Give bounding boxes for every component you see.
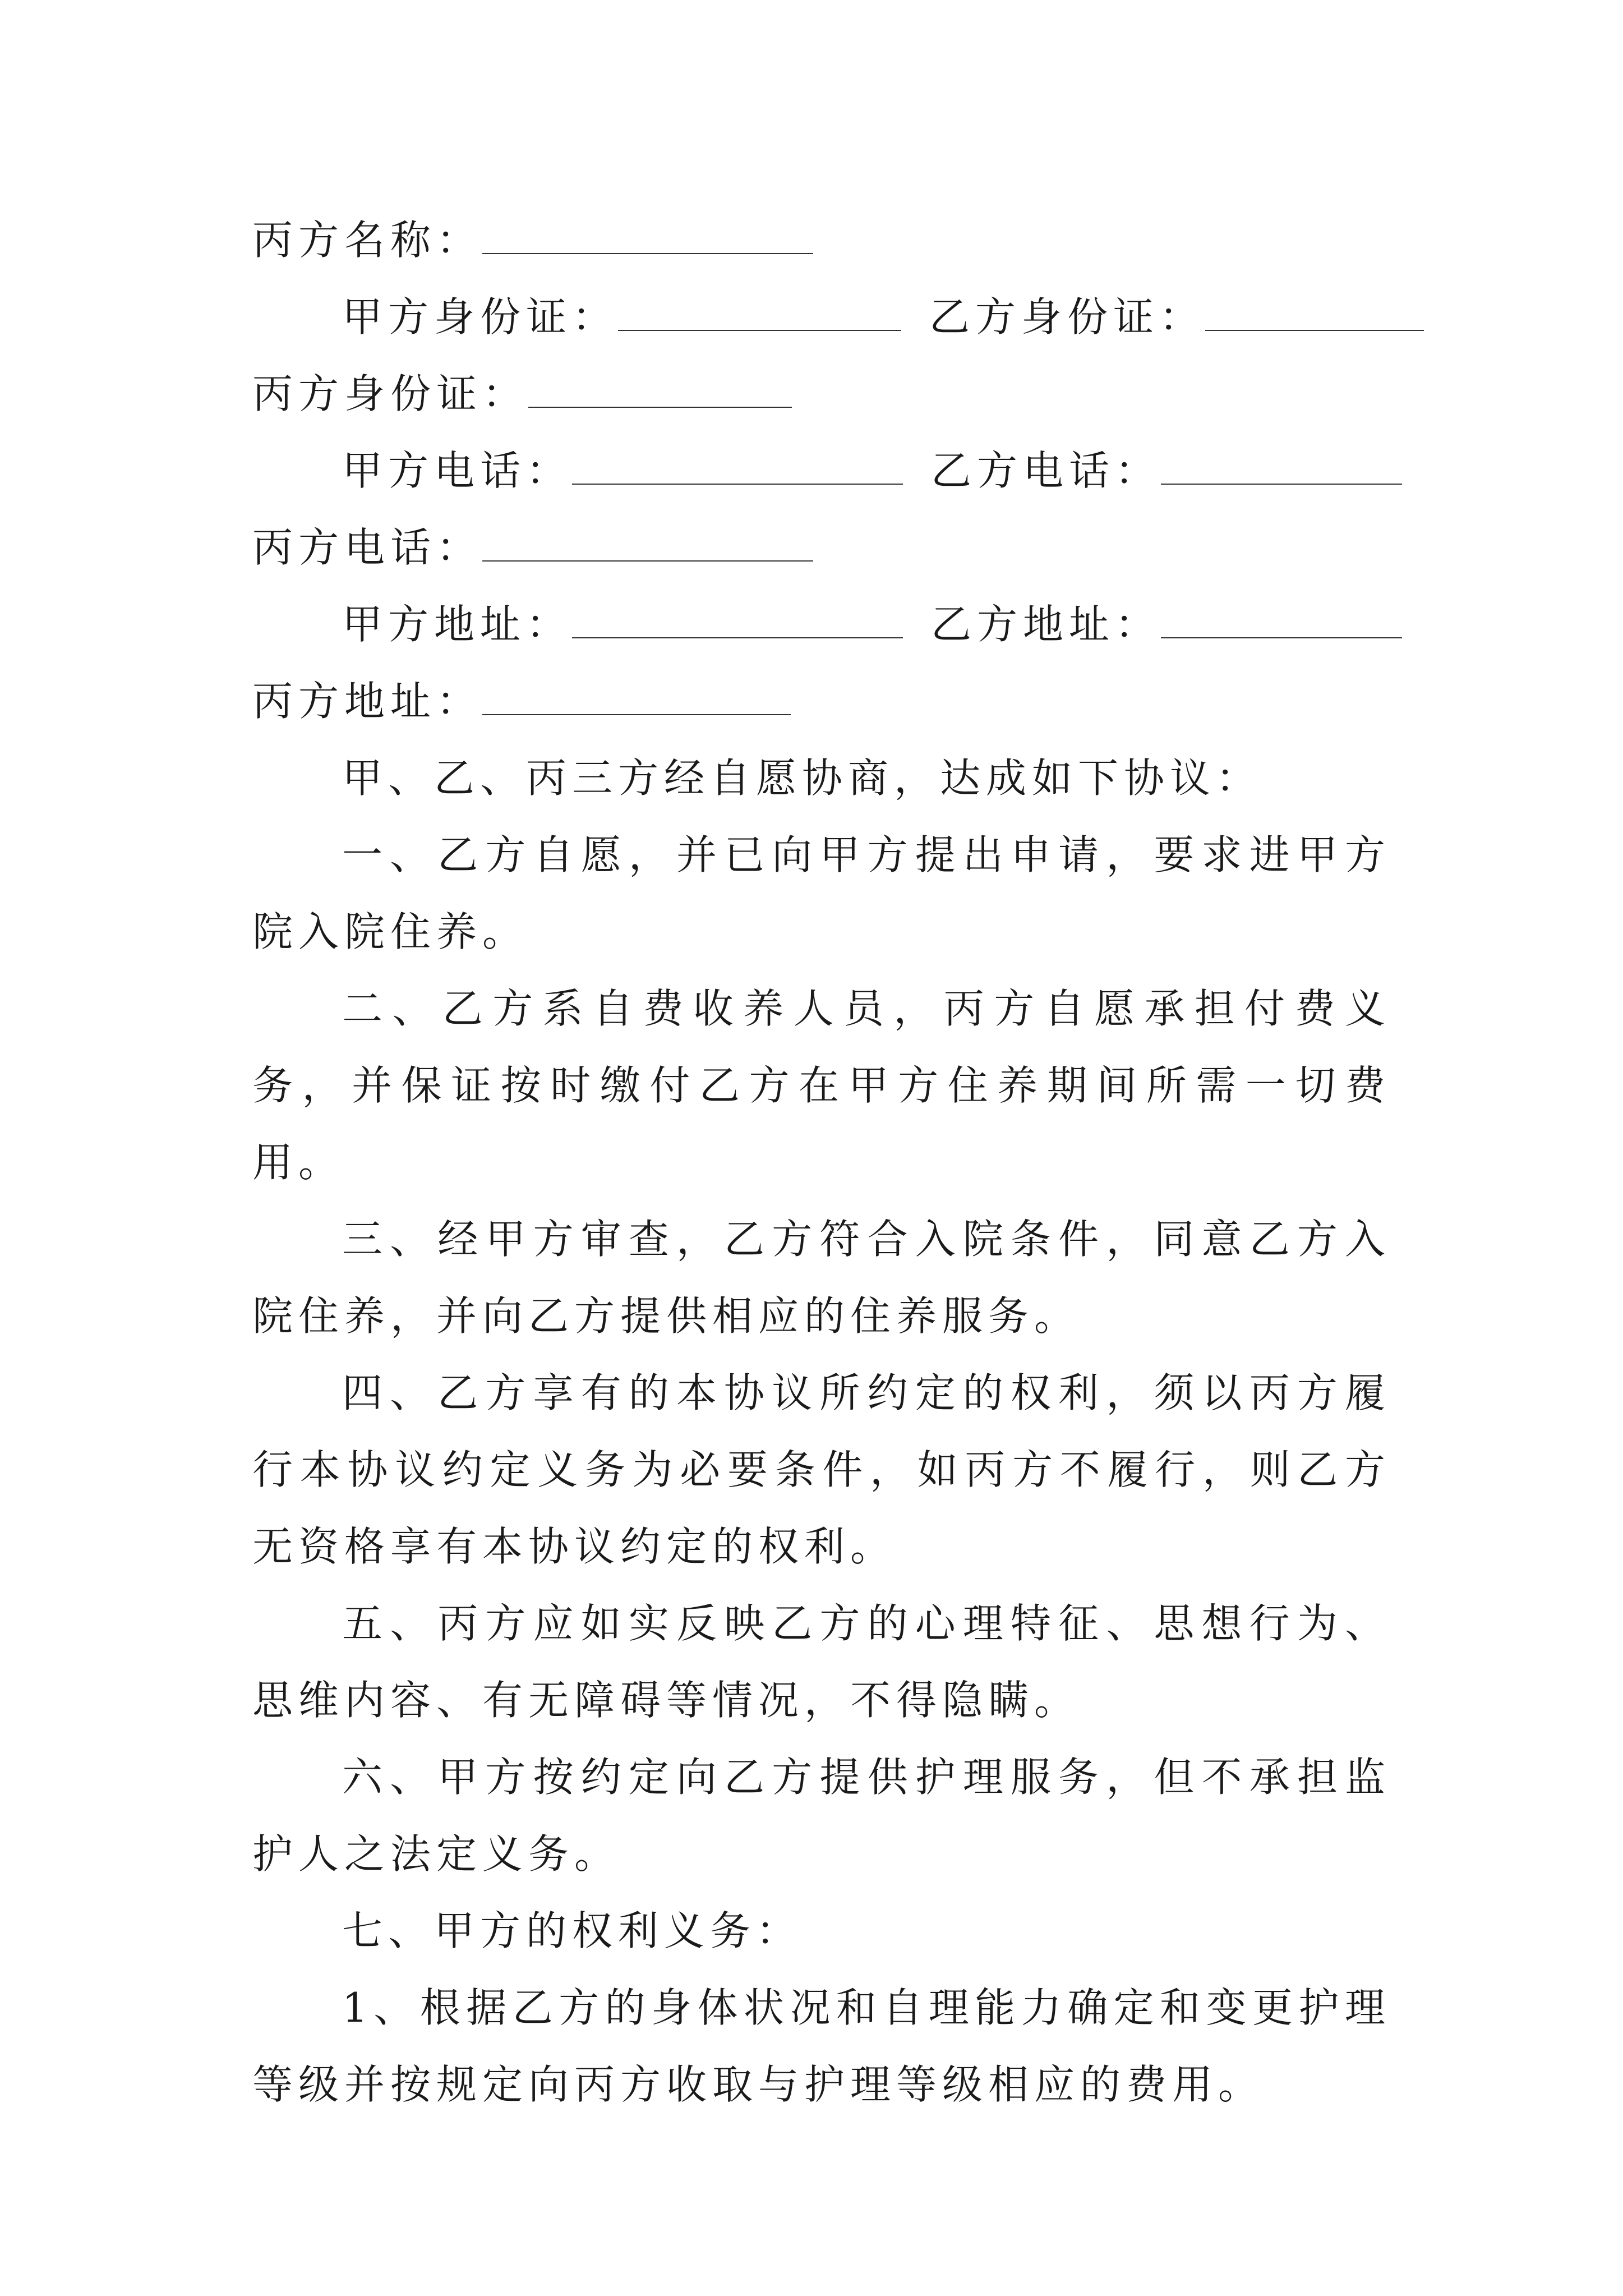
bing-name-label: 丙方名称： <box>252 217 483 264</box>
bing-name-row <box>252 202 1391 279</box>
clause-7: 七、甲方的权利义务： <box>342 1907 803 1954</box>
yi-tel-blank[interactable] <box>1161 451 1402 485</box>
bing-tel-row <box>252 509 1391 586</box>
intro-paragraph: 甲、乙、丙三方经自愿协商，达成如下协议： <box>342 754 1262 802</box>
jia-addr-blank[interactable] <box>572 605 903 638</box>
bing-addr-label: 丙方地址： <box>252 678 483 725</box>
bing-id-row <box>252 356 1391 432</box>
clause-5: 五、丙方应如实反映乙方的心理特征、思想行为、思维内容、有无障碍等情况，不得隐瞒。 <box>252 1600 1391 1724</box>
id-row <box>252 279 1391 356</box>
yi-id-blank[interactable] <box>1205 297 1424 331</box>
yi-addr-label: 乙方地址： <box>931 601 1161 648</box>
jia-tel-label: 甲方电话： <box>342 447 573 494</box>
clause-1: 一、乙方自愿，并已向甲方提出申请，要求进甲方院入院住养。 <box>252 831 1391 955</box>
bing-name-blank[interactable] <box>482 220 813 254</box>
bing-tel-label: 丙方电话： <box>252 524 483 571</box>
jia-tel-blank[interactable] <box>572 451 903 485</box>
jia-addr-label: 甲方地址： <box>342 601 573 648</box>
addr-row <box>252 586 1391 663</box>
clause-6: 六、甲方按约定向乙方提供护理服务，但不承担监护人之法定义务。 <box>252 1754 1391 1878</box>
jia-id-label: 甲方身份证： <box>342 293 619 341</box>
jia-id-blank[interactable] <box>618 297 901 331</box>
bing-id-label: 丙方身份证： <box>252 370 529 417</box>
clause-2: 二、乙方系自费收养人员，丙方自愿承担付费义务，并保证按时缴付乙方在甲方住养期间所需一切费用。 <box>252 985 1391 1186</box>
yi-tel-label: 乙方电话： <box>931 447 1161 494</box>
bing-id-blank[interactable] <box>528 374 792 408</box>
clause-3: 三、经甲方审查，乙方符合入院条件，同意乙方入院住养，并向乙方提供相应的住养服务。 <box>252 1216 1391 1340</box>
document-page <box>252 202 1391 2123</box>
yi-id-label: 乙方身份证： <box>929 293 1206 341</box>
bing-addr-row <box>252 663 1391 740</box>
clause-7-item-1: 1、根据乙方的身体状况和自理能力确定和变更护理等级并按规定向丙方收取与护理等级相应的费用。 <box>252 1984 1391 2108</box>
yi-addr-blank[interactable] <box>1161 605 1402 638</box>
bing-addr-blank[interactable] <box>482 682 791 715</box>
clause-4: 四、乙方享有的本协议所约定的权利，须以丙方履行本协议约定义务为必要条件，如丙方不履行，则乙方无资格享有本协议约定的权利。 <box>252 1369 1391 1570</box>
tel-row <box>252 432 1391 509</box>
bing-tel-blank[interactable] <box>482 528 813 562</box>
